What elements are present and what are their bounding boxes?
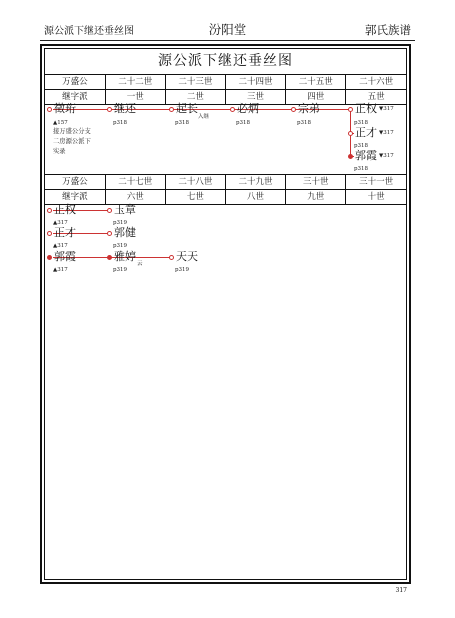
person-name: 正才 bbox=[54, 226, 76, 239]
branch-note: 实录 bbox=[53, 148, 66, 155]
generation-table-1 bbox=[45, 74, 406, 105]
person-node bbox=[47, 204, 76, 216]
person-name: 天天 bbox=[176, 250, 198, 263]
person-node bbox=[107, 251, 136, 263]
page-ref: p318 bbox=[354, 120, 369, 126]
person-name: 正权 bbox=[355, 102, 377, 115]
person-name: 必炳 bbox=[237, 102, 259, 115]
generation-table-2 bbox=[45, 174, 406, 205]
zipai-cell: 一世 bbox=[105, 90, 165, 105]
person-name: 正权 bbox=[54, 203, 76, 216]
generation-row bbox=[45, 75, 406, 90]
zipai-cell: 六世 bbox=[105, 190, 165, 205]
person-name: 郭健 bbox=[114, 226, 136, 239]
gen-cell: 二十九世 bbox=[225, 175, 285, 190]
person-node bbox=[47, 227, 76, 239]
person-node bbox=[47, 251, 76, 263]
person-name: 雅婷 bbox=[114, 250, 136, 263]
person-node bbox=[230, 103, 259, 115]
person-node bbox=[47, 103, 76, 115]
generation-row bbox=[45, 175, 406, 190]
branch-note: 二房源公派下 bbox=[53, 138, 91, 145]
person-node bbox=[107, 227, 136, 239]
page-ref: p319 bbox=[113, 220, 128, 226]
page-number: 317 bbox=[395, 587, 407, 594]
node-marker bbox=[230, 107, 235, 112]
zipai-cell: 五世 bbox=[346, 90, 406, 105]
page-ref: ▲317 bbox=[53, 220, 68, 226]
branch-note: 接万盛公分支 bbox=[53, 128, 91, 135]
node-marker bbox=[107, 208, 112, 213]
gen-cell: 二十四世 bbox=[225, 75, 285, 90]
zipai-cell: 四世 bbox=[286, 90, 346, 105]
zipai-cell: 三世 bbox=[225, 90, 285, 105]
gen-cell: 二十七世 bbox=[105, 175, 165, 190]
page-ref: p319 bbox=[113, 267, 128, 273]
mark: 云 bbox=[137, 261, 143, 267]
page-ref: p319 bbox=[113, 243, 128, 249]
node-marker bbox=[107, 107, 112, 112]
zipai-cell: 十世 bbox=[346, 190, 406, 205]
page-ref: p319 bbox=[175, 267, 190, 273]
node-marker bbox=[107, 255, 112, 260]
zipai-cell: 二世 bbox=[165, 90, 225, 105]
node-marker bbox=[169, 107, 174, 112]
person-name: 徵珩 bbox=[54, 102, 76, 115]
gen-cell: 二十六世 bbox=[346, 75, 406, 90]
node-marker bbox=[348, 154, 353, 159]
person-node bbox=[169, 103, 198, 115]
chart-title: 源公派下继还垂丝图 bbox=[45, 49, 406, 75]
node-marker bbox=[348, 107, 353, 112]
node-marker bbox=[47, 231, 52, 236]
page-ref: p318 bbox=[236, 120, 251, 126]
person-node bbox=[169, 251, 198, 263]
page-inner bbox=[44, 48, 407, 580]
page-ref: ▲157 bbox=[53, 120, 68, 126]
person-node bbox=[348, 127, 377, 139]
header-right: 郭氏族谱 bbox=[365, 23, 411, 37]
node-marker bbox=[47, 107, 52, 112]
zipai-cell: 继字派 bbox=[45, 90, 105, 105]
gen-cell: 二十八世 bbox=[165, 175, 225, 190]
adoption-mark: 入继 bbox=[198, 114, 210, 120]
person-name: 正才 bbox=[355, 126, 377, 139]
gen-cell: 三十一世 bbox=[346, 175, 406, 190]
gen-cell: 万盛公 bbox=[45, 175, 105, 190]
node-marker bbox=[107, 231, 112, 236]
node-marker bbox=[47, 208, 52, 213]
page-ref: ▲317 bbox=[53, 267, 68, 273]
page-ref: p318 bbox=[175, 120, 190, 126]
gen-cell: 万盛公 bbox=[45, 75, 105, 90]
zipai-cell: 继字派 bbox=[45, 190, 105, 205]
zipai-row bbox=[45, 190, 406, 205]
node-marker bbox=[47, 255, 52, 260]
person-name: 起长 bbox=[176, 102, 198, 115]
page-ref: p318 bbox=[354, 166, 369, 172]
person-node bbox=[348, 150, 377, 162]
header-center: 汾阳堂 bbox=[208, 22, 247, 37]
person-name: 玉章 bbox=[114, 203, 136, 216]
header-rule bbox=[40, 40, 415, 41]
page-ref: p318 bbox=[354, 143, 369, 149]
gen-cell: 三十世 bbox=[286, 175, 346, 190]
page-frame bbox=[40, 44, 411, 584]
page-ref: ▼317 bbox=[379, 153, 394, 159]
person-name: 宗弟 bbox=[298, 102, 320, 115]
zipai-cell: 七世 bbox=[165, 190, 225, 205]
gen-cell: 二十五世 bbox=[286, 75, 346, 90]
header-left: 源公派下继还垂丝图 bbox=[44, 26, 134, 37]
person-node bbox=[107, 204, 136, 216]
node-marker bbox=[169, 255, 174, 260]
node-marker bbox=[348, 131, 353, 136]
page-ref: ▼317 bbox=[379, 106, 394, 112]
person-name: 继还 bbox=[114, 102, 136, 115]
page-ref: ▲317 bbox=[53, 243, 68, 249]
gen-cell: 二十三世 bbox=[165, 75, 225, 90]
person-name: 郭霞 bbox=[54, 250, 76, 263]
person-node bbox=[291, 103, 320, 115]
zipai-cell: 九世 bbox=[286, 190, 346, 205]
person-node bbox=[107, 103, 136, 115]
zipai-cell: 八世 bbox=[225, 190, 285, 205]
page-ref: p318 bbox=[113, 120, 128, 126]
node-marker bbox=[291, 107, 296, 112]
person-name: 郭霞 bbox=[355, 149, 377, 162]
gen-cell: 二十二世 bbox=[105, 75, 165, 90]
person-node bbox=[348, 103, 377, 115]
page-ref: p318 bbox=[297, 120, 312, 126]
page-ref: ▼317 bbox=[379, 130, 394, 136]
